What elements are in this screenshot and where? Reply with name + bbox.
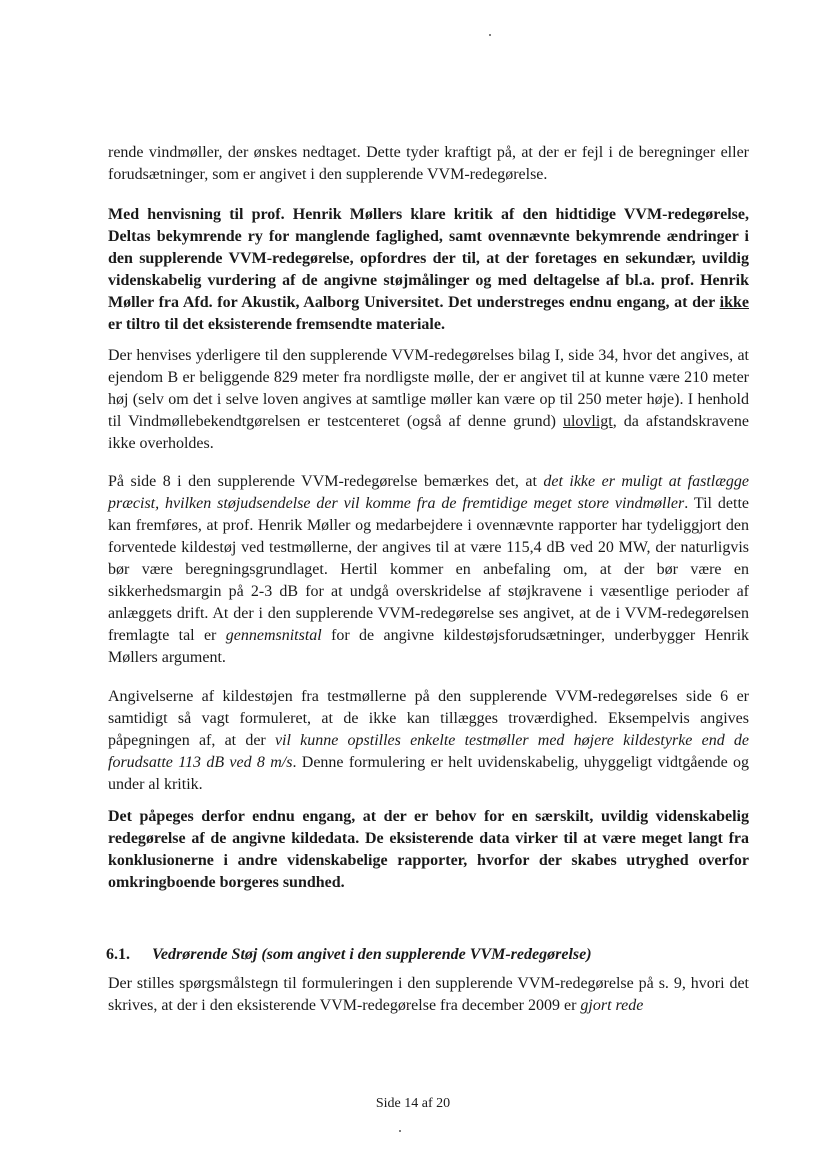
text-run: Med henvisning til prof. Henrik Møllers klare kritik af den hidtidige VVM-redegørelse, Deltas bekymrende ry for manglende faglighed, samt ovennævnte bekymrende ændringer i den supplerende VVM-redegørelse, opfordres der til, at der foretages en sekundær, uvildig videnskabelig vurdering af de angivne støjmålinger og med deltagelse af bl.a. prof. Henrik Møller fra Afd. for Akustik, Aalborg Universitet. Det understreges endnu engang, at der	[108, 206, 749, 311]
underlined-text: ikke	[719, 294, 749, 311]
text-run: , da afstandskravene ikke overholdes.	[108, 413, 750, 452]
section-heading	[106, 944, 756, 966]
text-run: for de angivne kildestøjsforudsætninger, underbygger Henrik Møllers argument.	[108, 627, 750, 666]
italic-text: gennemsnitstal	[225, 627, 322, 644]
text-run: Angivelserne af kildestøjen fra testmøllerne på den supplerende VVM-redegørelses side 6 er samtidigt så vagt formuleret, at de ikke kan tillægges troværdighed. Eksempelvis angives påpegningen af, at der	[108, 688, 749, 749]
paragraph-property-distance	[108, 345, 749, 455]
italic-text: vil kunne opstilles enkelte testmøller med højere kildestyrke end de forudsatte 113 dB ved 8 m/s	[108, 732, 749, 771]
text-run: rende vindmøller, der ønskes nedtaget. Dette tyder kraftigt på, at der er fejl i de beregninger eller forudsætninger, som er angivet i den supplerende VVM-redegørelse.	[108, 144, 749, 183]
italic-text: gjort rede	[580, 997, 644, 1014]
page-number: Side 14 af 20	[375, 1096, 451, 1111]
section-title: Vedrørende Støj (som angivet i den supplerende VVM-redegørelse)	[152, 946, 592, 963]
text-run: . Til dette kan fremføres, at prof. Henrik Møller og medarbejdere i ovennævnte rapporter har tydeliggjort den forventede kildestøj ved testmøllerne, der angives til at være 115,4 dB ved 20 MW, der naturligvis bør være beregningsgrundlaget. Hertil kommer en anbefaling om, at der bør være en sikkerhedsmargin på 2-3 dB for at undgå overskridelse af støjkravene i væsentlige perioder af anlæggets drift. At der i den supplerende VVM-redegørelse ses angivet, at de i VVM-redegørelsen fremlagte tal er	[108, 495, 750, 644]
paragraph-section-intro	[108, 973, 749, 1017]
underlined-text: ulovligt	[562, 413, 613, 430]
text-run: Det påpeges derfor endnu engang, at der er behov for en særskilt, uvildig videnskabelig redegørelse af de angivne kildedata. De eksisterende data virker til at være meget langt fra konklusionerne i andre videnskabelige rapporter, hvorfor der skabes utryghed overfor omkringboende borgeres sundhed.	[108, 808, 749, 891]
scan-speck	[489, 34, 491, 36]
text-run: På side 8 i den supplerende VVM-redegørelse bemærkes det, at	[108, 473, 544, 490]
text-run: Der stilles spørgsmålstegn til formuleringen i den supplerende VVM-redegørelse på s. 9, hvori det skrives, at der i den eksisterende VVM-redegørelse fra december 2009 er	[108, 975, 749, 1014]
scan-speck	[399, 1130, 401, 1132]
text-run: . Denne formulering er helt uvidenskabelig, uhyggeligt vidtgående og under al kritik.	[108, 754, 750, 793]
text-run: Der henvises yderligere til den supplerende VVM-redegørelses bilag I, side 34, hvor det angives, at ejendom B er beliggende 829 meter fra nordligste mølle, der er angivet til at kunne være 210 meter høj (selv om det i selve loven angives at samtlige møller kan være op til 250 meter høje). I henhold til Vindmøllebekendtgørelsen er testcenteret (også af denne grund)	[108, 347, 749, 430]
paragraph-request-review	[108, 204, 749, 336]
section-number: 6.1.	[106, 946, 130, 963]
text-run: er tiltro til det eksisterende fremsendte materiale.	[108, 316, 445, 333]
paragraph-reiteration	[108, 806, 749, 894]
paragraph-source-noise-statement	[108, 686, 749, 796]
paragraph-noise-emission	[108, 471, 749, 669]
italic-text: det ikke er muligt at fastlægge præcist, hvilken støjudsendelse der vil komme fra de fremtidige meget store vindmøller	[108, 473, 750, 512]
paragraph-continuation	[108, 142, 749, 186]
